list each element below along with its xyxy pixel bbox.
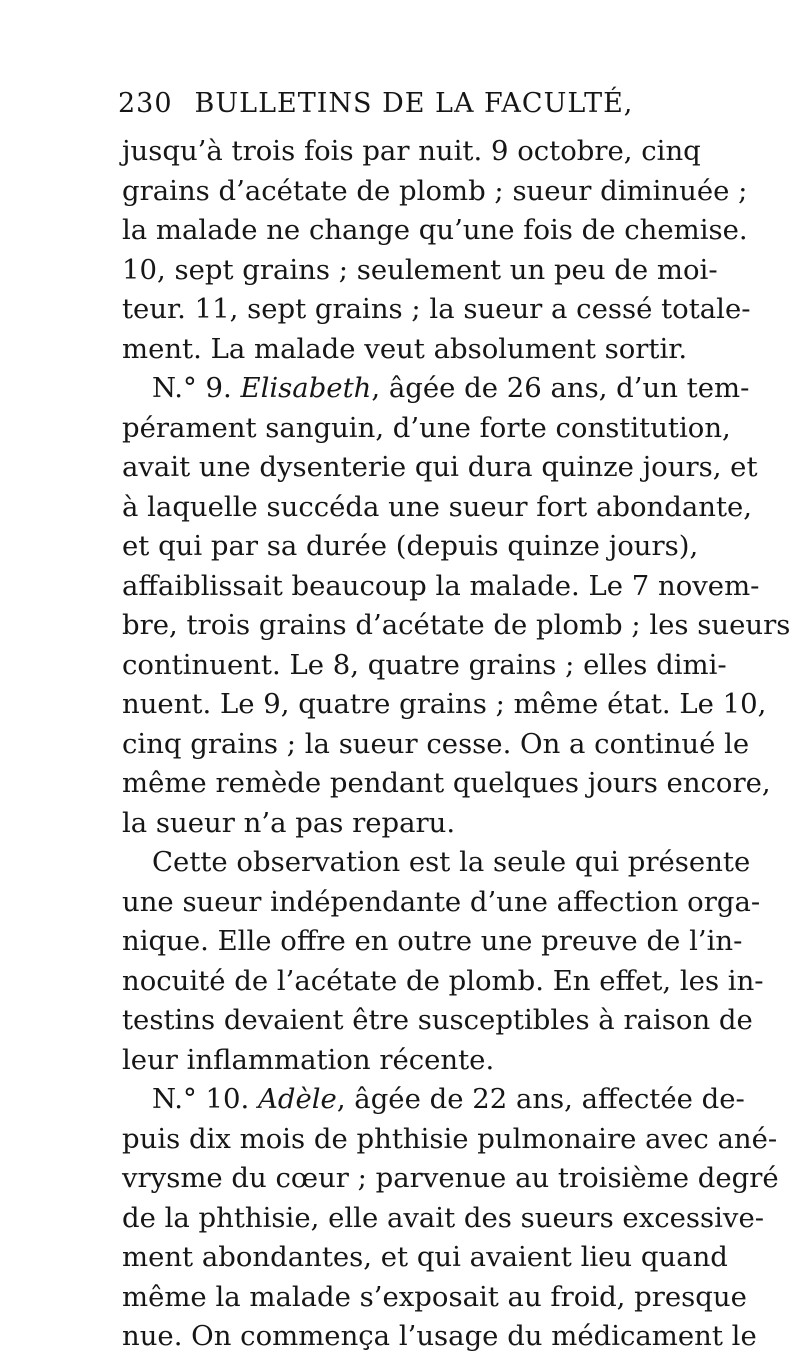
text-line: teur. 11, sept grains ; la sueur a cessé totale- — [122, 293, 751, 325]
text-line: 10, sept grains ; seulement un peu de moi- — [122, 253, 718, 286]
text-line: Cette observation est la seule qui présente — [152, 846, 751, 878]
case-intro: , âgée de 22 ans, affectée de- — [336, 1083, 745, 1115]
text-line: puis dix mois de phthisie pulmonaire avec ané- — [122, 1122, 778, 1155]
patient-name: Adèle — [258, 1083, 337, 1115]
text-line: pérament sanguin, d’une forte constitution, — [122, 411, 731, 444]
case-number: N.° 10. — [152, 1083, 259, 1115]
page-number: 230 — [118, 88, 173, 119]
text-line: vrysme du cœur ; parvenue au troisième degré — [122, 1162, 779, 1194]
running-title: BULLETINS DE LA FACULTÉ, — [194, 88, 634, 119]
text-line: de la phthisie, elle avait des sueurs excessive- — [122, 1201, 765, 1234]
text-line: bre, trois grains d’acétate de plomb ; les sueurs — [122, 609, 791, 641]
running-header — [118, 88, 633, 119]
case-intro: , âgée de 26 ans, d’un tem- — [371, 372, 750, 404]
text-line: ment abondantes, et qui avaient lieu quand — [122, 1241, 728, 1273]
text-line: la sueur n’a pas reparu. — [122, 806, 456, 839]
text-line: avait une dysenterie qui dura quinze jours, et — [122, 451, 758, 483]
patient-name: Elisabeth — [240, 372, 372, 404]
text-line: nique. Elle offre en outre une preuve de l’in- — [122, 925, 743, 957]
text-line: affaiblissait beaucoup la malade. Le 7 novem- — [122, 569, 760, 602]
text-line: même la malade s’exposait au froid, presque — [122, 1280, 747, 1313]
text-line: à laquelle succéda une sueur fort abondante, — [122, 490, 753, 523]
text-line: même remède pendant quelques jours encore, — [122, 767, 771, 799]
text-line: nuent. Le 9, quatre grains ; même état. Le 10, — [122, 688, 767, 720]
text-line: cinq grains ; la sueur cesse. On a continué le — [122, 727, 750, 760]
text-line: jusqu’à trois fois par nuit. 9 octobre, cinq — [122, 135, 701, 167]
text-line: leur inflammation récente. — [122, 1043, 495, 1076]
text-line: continuent. Le 8, quatre grains ; elles dimi- — [122, 648, 727, 681]
text-line: testins devaient être susceptibles à raison de — [122, 1004, 753, 1036]
body-text — [122, 132, 791, 1357]
text-line-case-9 — [122, 369, 750, 409]
text-line: une sueur indépendante d’une affection orga- — [122, 885, 761, 918]
text-line: et qui par sa durée (depuis quinze jours), — [122, 530, 699, 562]
text-line: nue. On commença l’usage du médicament le — [122, 1320, 757, 1352]
text-line: la malade ne change qu’une fois de chemise. — [122, 214, 748, 246]
text-line: grains d’acétate de plomb ; sueur diminuée ; — [122, 174, 748, 207]
text-line: nocuité de l’acétate de plomb. En effet, les in- — [122, 964, 764, 997]
text-line-case-10 — [122, 1080, 745, 1120]
case-number: N.° 9. — [152, 372, 241, 404]
text-line: ment. La malade veut absolument sortir. — [122, 332, 688, 365]
